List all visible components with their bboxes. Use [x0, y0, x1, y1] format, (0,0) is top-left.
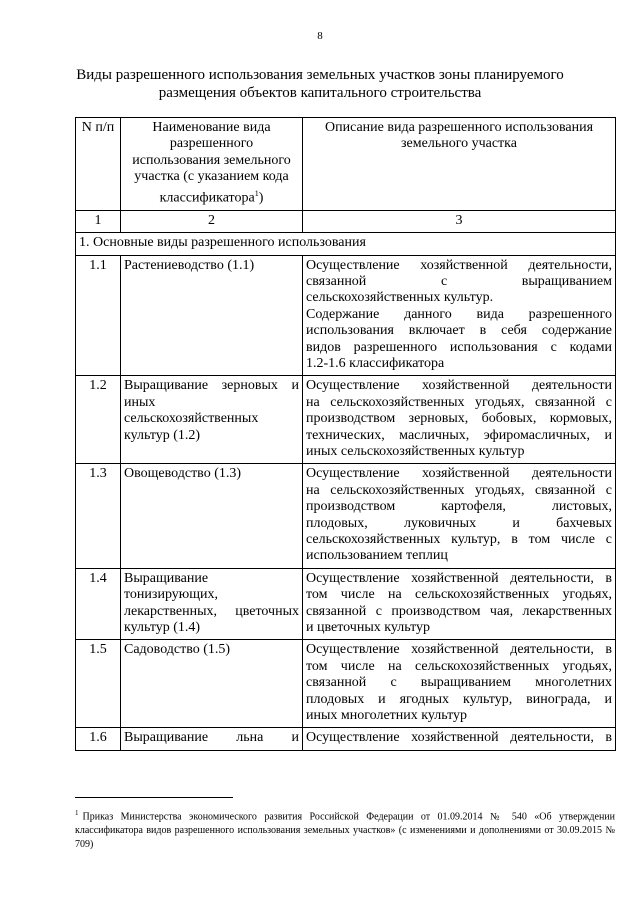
row-description-line: на сельскохозяйственных угодьях, связанной с	[306, 482, 612, 498]
column-number: 1	[76, 210, 121, 232]
table-row	[76, 376, 616, 464]
row-description-line: Осуществление хозяйственной деятельности, в	[306, 730, 612, 746]
row-description-line: на сельскохозяйственных угодьях, связанной с	[306, 394, 612, 410]
column-number: 2	[121, 210, 303, 232]
row-name	[121, 728, 303, 750]
table-row	[76, 640, 616, 728]
row-name-line: Овощеводство (1.3)	[124, 466, 242, 482]
row-description-line: Осуществление хозяйственной деятельности	[306, 466, 612, 482]
row-number: 1.3	[76, 464, 121, 568]
column-number-row	[76, 210, 616, 232]
row-description-line: том числе на сельскохозяйственных угодьях,	[306, 658, 612, 674]
row-description	[303, 255, 616, 376]
header-name-text: классификатора	[159, 190, 255, 206]
row-description-line: Осуществление хозяйственной деятельности	[306, 378, 612, 394]
footnote-divider	[75, 797, 233, 798]
row-name	[121, 255, 303, 376]
row-name-line: иных	[124, 394, 156, 410]
row-description	[303, 376, 616, 464]
header-name	[121, 118, 303, 211]
title-line-1: Виды разрешенного использования земельных участков зоны планируемого	[76, 67, 564, 83]
row-number: 1.4	[76, 568, 121, 640]
row-description-line: сельскохозяйственных культур.	[306, 290, 494, 306]
row-description-line: видов разрешенного использования с кодами	[306, 339, 612, 355]
row-description-line: иных сельскохозяйственных культур	[306, 443, 525, 459]
row-description-line: том числе на сельскохозяйственных угодьях,	[306, 587, 612, 603]
header-name-line: участка (с указанием кода	[134, 169, 289, 185]
row-name-line: культур (1.4)	[124, 620, 201, 636]
header-description	[303, 118, 616, 211]
header-name-line: использования земельного	[132, 152, 291, 168]
row-name-line: лекарственных, цветочных	[124, 603, 299, 619]
row-description-line: производством картофеля, листовых,	[306, 499, 612, 515]
row-description-line: Содержание данного вида разрешенного	[306, 306, 612, 322]
row-description-line: использования включает в себя содержание	[306, 323, 612, 339]
header-description-line: земельного участка	[401, 136, 517, 152]
footnote	[75, 806, 615, 852]
header-name-line	[124, 186, 299, 207]
row-name-line: Растениеводство (1.1)	[124, 257, 255, 273]
row-name-line: тонизирующих,	[124, 587, 218, 603]
section-row	[76, 233, 616, 255]
row-description-line: связанной с выращиванием многолетних	[306, 675, 612, 691]
table-row	[76, 728, 616, 750]
footnote-text: Приказ Министерства экономического развития Российской Федерации от 01.09.2014 № 540 «Об утверждении классификатора видов разрешенного использования земельных участков» (с изменениями и дополнениями от 30.09.2015 № 709)	[75, 811, 615, 851]
row-number: 1.2	[76, 376, 121, 464]
row-description-line: 1.2-1.6 классификатора	[306, 355, 445, 371]
row-number: 1.1	[76, 255, 121, 376]
row-description-line: плодовых, луковичных и бахчевых	[306, 515, 612, 531]
row-description-line: производством зерновых, бобовых, кормовых,	[306, 411, 612, 427]
header-name-line: разрешенного	[169, 136, 254, 152]
table-header-row	[76, 118, 616, 211]
row-name-line: Выращивание зерновых и	[124, 378, 299, 394]
row-description	[303, 640, 616, 728]
row-name-line: Садоводство (1.5)	[124, 642, 231, 658]
land-use-table	[75, 117, 616, 751]
row-description-line: использованием теплиц	[306, 548, 448, 564]
header-name-line: Наименование вида	[152, 120, 271, 135]
row-description-line: иных многолетних культур	[306, 708, 468, 724]
row-description-line: Осуществление хозяйственной деятельности, в	[306, 570, 612, 586]
page-number: 8	[317, 30, 323, 42]
row-number: 1.5	[76, 640, 121, 728]
table-row	[76, 568, 616, 640]
document-title	[70, 66, 570, 102]
row-description	[303, 464, 616, 568]
row-description-line: технических, масличных, эфиромасличных, и	[306, 427, 612, 443]
table-row	[76, 255, 616, 376]
row-name-line: Выращивание льна и	[124, 730, 299, 746]
row-description-line: плодовых и ягодных культур, винограда, и	[306, 691, 612, 707]
footnote-reference: 1	[254, 188, 259, 198]
row-number: 1.6	[76, 728, 121, 750]
section-title: 1. Основные виды разрешенного использования	[76, 233, 616, 255]
row-name-line: Выращивание	[124, 570, 209, 586]
row-description-line: Осуществление хозяйственной деятельности, в	[306, 642, 612, 658]
header-name-close: )	[258, 190, 264, 206]
row-name-line: сельскохозяйственных	[124, 411, 259, 427]
row-name	[121, 464, 303, 568]
row-name	[121, 640, 303, 728]
row-description-line: и цветочных культур	[306, 620, 430, 636]
table-row	[76, 464, 616, 568]
column-number: 3	[303, 210, 616, 232]
row-name	[121, 568, 303, 640]
row-description-line: связанной с производством чая, лекарственных	[306, 603, 612, 619]
header-description-line: Описание вида разрешенного использования	[324, 120, 594, 135]
title-line-2: размещения объектов капитального строительства	[158, 85, 482, 101]
row-description-line: связанной с выращиванием	[306, 273, 612, 289]
header-number: N п/п	[76, 118, 121, 211]
row-name-line: культур (1.2)	[124, 427, 201, 443]
row-description	[303, 728, 616, 750]
row-description-line: Осуществление хозяйственной деятельности,	[306, 257, 612, 273]
row-name	[121, 376, 303, 464]
row-description	[303, 568, 616, 640]
footnote-mark: 1	[75, 809, 79, 817]
row-description-line: сельскохозяйственных культур, в том числе с	[306, 532, 612, 547]
